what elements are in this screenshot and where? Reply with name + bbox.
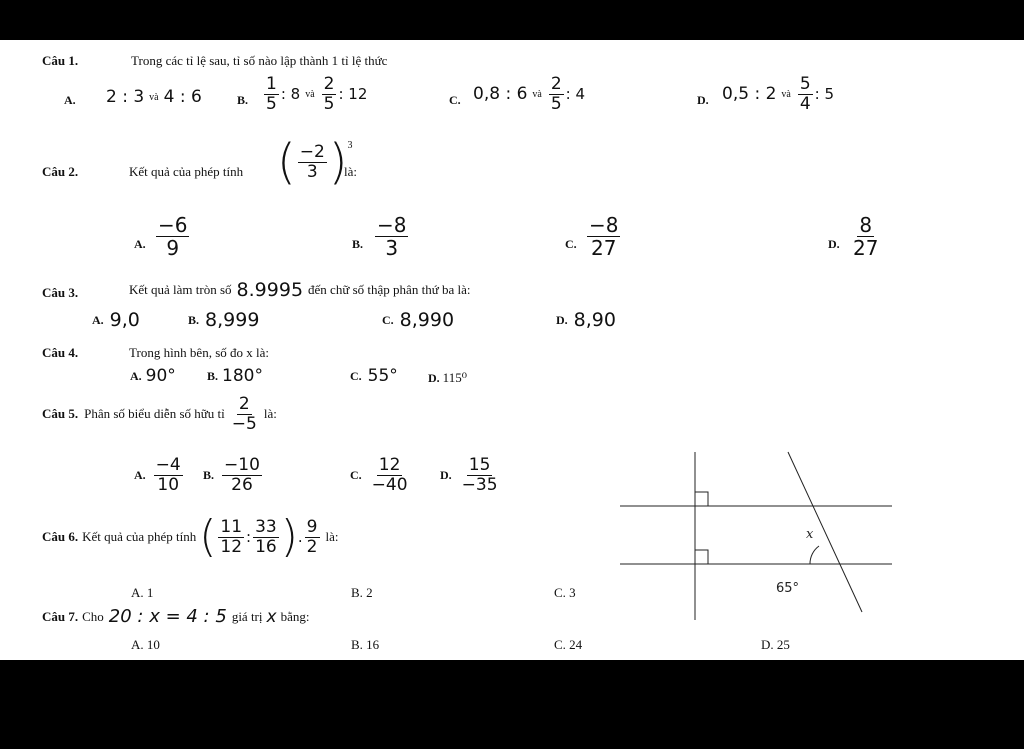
q2-expression: ( $\frac{-2}{3}$ ) 3: [277, 134, 353, 190]
q2-option-d-letter: D.: [828, 237, 840, 251]
q7-option-a: A. 10: [131, 637, 160, 652]
q1-a-and: và: [149, 91, 159, 103]
q4-option-b: B. 180°: [207, 366, 263, 386]
q7-text3: bằng:: [280, 608, 310, 624]
q5-option-d: D. $\frac{15}{-35}$: [440, 455, 498, 495]
q4-option-a: A. 90°: [130, 366, 176, 386]
q3-label: Câu 3.: [42, 285, 79, 300]
q6-option-c: C. 3: [554, 585, 576, 600]
q6-tail: là:: [325, 529, 339, 544]
q6-option-a: A. 1: [131, 585, 154, 600]
q3-option-a: A. 9,0: [92, 309, 140, 331]
q3-text2: đến chữ số thập phân thứ ba là:: [308, 282, 471, 297]
q7-variable: x: [266, 606, 277, 627]
q1-b-fraction2: $\frac{2}{5}$: [323, 74, 335, 114]
q1-b-fraction1: $\frac{1}{5}$: [266, 74, 277, 114]
q3-number: 8.9995: [236, 279, 304, 301]
q4-option-c: C. 55°: [350, 366, 398, 386]
transversal-line: [788, 452, 862, 612]
q1-d-ratio2: : 5: [814, 85, 835, 104]
q4-option-d: D. 115⁰: [428, 370, 467, 385]
q7-option-d: D. 25: [761, 637, 790, 652]
q1-d-fraction: $\frac{5}{4}$: [799, 74, 811, 114]
q7-stem: [42, 606, 309, 627]
angle-x-label: x: [806, 527, 814, 542]
q2-option-b-fraction: $\frac{-8}{3}$: [377, 213, 407, 260]
q4-label: Câu 4.: [42, 345, 79, 360]
q5-text: Phân số biểu diễn số hữu tỉ: [84, 406, 225, 422]
q3-option-c: C. 8,990: [382, 309, 455, 331]
q6-text: Kết quả của phép tính: [82, 529, 197, 544]
q5-tail: là:: [263, 406, 277, 422]
q1-a-ratio1: 2 : 3: [106, 87, 145, 107]
angle-arc: [810, 546, 819, 564]
q1-c-and: và: [532, 88, 542, 100]
q2-tail: là:: [344, 164, 357, 179]
q5-fraction: $\frac{2}{-5}$: [231, 394, 257, 434]
q7-text2: giá trị: [231, 608, 263, 624]
q3-text1: Kết quả làm tròn số: [129, 282, 232, 297]
q6-stem: Câu 6. Kết quả của phép tính ( $\frac{11}{12}$ : $\frac{33}{16}$ ) . $\frac{9}{2}$ là:: [42, 511, 339, 562]
q6-label: Câu 6.: [42, 529, 79, 544]
q2-option-a-fraction: $\frac{-6}{9}$: [158, 213, 188, 260]
right-angle-mark-bottom: [695, 550, 708, 564]
q2-fraction: $\frac{-2}{3}$: [299, 141, 325, 182]
q1-d-and: và: [781, 88, 791, 100]
q3-option-d: D. 8,90: [556, 309, 616, 331]
q1-option-c: [473, 75, 585, 113]
q5-option-c: C. $\frac{12}{-40}$: [350, 455, 408, 495]
q1-option-a-letter: A.: [64, 93, 76, 107]
q3-option-b: B. 8,999: [188, 309, 260, 331]
q7-text1: Cho: [82, 608, 104, 624]
q5-label: Câu 5.: [42, 406, 79, 422]
q1-option-a: [106, 87, 202, 107]
q5-stem: [42, 395, 277, 433]
q1-option-d-letter: D.: [697, 93, 709, 107]
q1-b-ratio1: : 8: [280, 85, 301, 104]
q7-option-c: C. 24: [554, 637, 583, 652]
q3-stem: [129, 279, 471, 301]
q2-text: Kết quả của phép tính: [129, 164, 244, 179]
q1-c-ratio1: 0,8 : 6: [473, 84, 528, 105]
q1-option-d: [722, 75, 834, 113]
q1-a-ratio2: 4 : 6: [163, 87, 202, 107]
q2-option-c-fraction: $\frac{-8}{27}$: [589, 213, 619, 260]
q2-option-b-letter: B.: [352, 237, 364, 251]
q2-exponent: 3: [347, 140, 353, 151]
q2-option-d-fraction: $\frac{8}{27}$: [853, 213, 879, 260]
q1-b-ratio2: : 12: [338, 85, 368, 104]
q1-option-c-letter: C.: [449, 93, 461, 107]
q1-d-ratio1: 0,5 : 2: [722, 84, 777, 105]
q5-option-b: B. $\frac{-10}{26}$: [203, 455, 260, 495]
q1-label: Câu 1.: [42, 53, 79, 68]
q4-text: Trong hình bên, số đo x là:: [129, 345, 269, 360]
q6-option-b: B. 2: [351, 585, 373, 600]
q5-option-a: A. $\frac{-4}{10}$: [134, 455, 181, 495]
angle-65-label: 65°: [776, 581, 800, 596]
q1-c-fraction: $\frac{2}{5}$: [550, 74, 562, 114]
q1-c-ratio2: : 4: [565, 85, 586, 104]
right-angle-mark-top: [695, 492, 708, 506]
q7-expression: 20 : x = 4 : 5: [108, 606, 227, 627]
q7-option-b: B. 16: [351, 637, 380, 652]
parallel-lines-figure: [600, 440, 900, 630]
q1-b-and: và: [305, 88, 315, 100]
q1-option-b-letter: B.: [237, 93, 249, 107]
q2-option-c-letter: C.: [565, 237, 577, 251]
q1-option-b: [262, 75, 367, 113]
q2-label: Câu 2.: [42, 164, 79, 179]
q2-option-a-letter: A.: [134, 237, 146, 251]
q7-label: Câu 7.: [42, 608, 79, 624]
worksheet: [0, 40, 1024, 660]
q1-text: Trong các tỉ lệ sau, tỉ số nào lập thành 1 tỉ lệ thức: [131, 53, 388, 68]
